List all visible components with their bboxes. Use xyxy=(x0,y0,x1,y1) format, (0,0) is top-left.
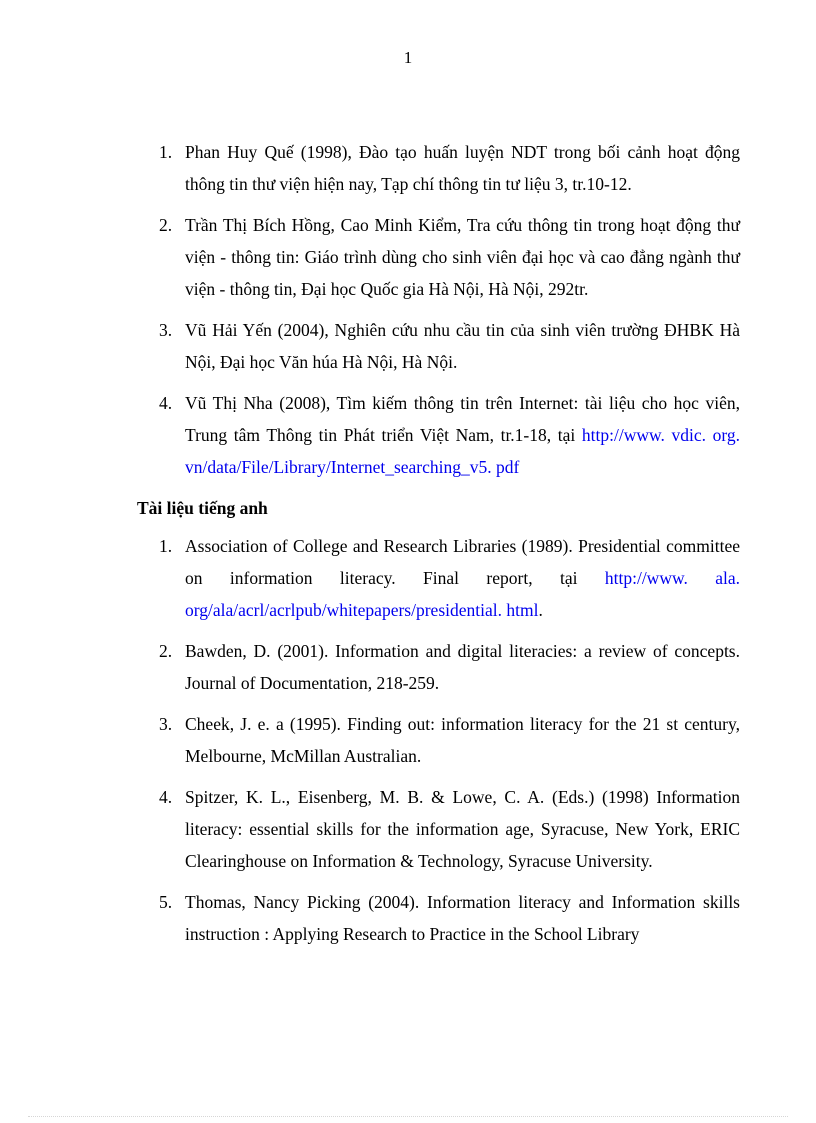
reference-link[interactable]: http://www. ala. org/ala/acrl/acrlpub/whitepapers/presidential. html xyxy=(185,568,741,620)
reference-number: 1. xyxy=(159,536,173,556)
reference-item xyxy=(137,635,740,699)
references-body xyxy=(137,136,740,959)
page-bottom-divider xyxy=(28,1116,788,1117)
reference-suffix: . xyxy=(538,600,543,620)
reference-text: Vũ Thị Nha (2008), Tìm kiếm thông tin trên Internet: tài liệu cho học viên, Trung tâm Thông tin Phát triển Việt Nam, tr.1-18, tại xyxy=(185,393,740,445)
reference-text: Trần Thị Bích Hồng, Cao Minh Kiểm, Tra cứu thông tin trong hoạt động thư viện - thông tin: Giáo trình dùng cho sinh viên đại học và cao đẳng ngành thư viện - thông tin, Đại học Quốc gia Hà Nội, Hà Nội, 292tr. xyxy=(185,215,740,299)
reference-item xyxy=(137,387,740,483)
reference-number: 1. xyxy=(159,142,173,162)
reference-number: 2. xyxy=(159,215,173,235)
reference-item xyxy=(137,886,740,950)
reference-number: 3. xyxy=(159,714,173,734)
reference-item xyxy=(137,530,740,626)
english-references-heading: Tài liệu tiếng anh xyxy=(137,498,268,518)
reference-text: Phan Huy Quế (1998), Đào tạo huấn luyện NDT trong bối cảnh hoạt động thông tin thư viện hiện nay, Tạp chí thông tin tư liệu 3, tr.10-12. xyxy=(185,142,740,194)
english-reference-list xyxy=(137,530,740,950)
reference-text: Vũ Hải Yến (2004), Nghiên cứu nhu cầu tin của sinh viên trường ĐHBK Hà Nội, Đại học Văn húa Hà Nội, Hà Nội. xyxy=(185,320,740,372)
reference-text: Thomas, Nancy Picking (2004). Information literacy and Information skills instruction : Applying Research to Practice in the School Library xyxy=(185,892,740,944)
reference-number: 4. xyxy=(159,393,173,413)
reference-number: 3. xyxy=(159,320,173,340)
reference-link[interactable]: http://www. vdic. org. vn/data/File/Library/Internet_searching_v5. pdf xyxy=(185,425,740,477)
reference-number: 5. xyxy=(159,892,173,912)
reference-item xyxy=(137,781,740,877)
reference-item xyxy=(137,314,740,378)
reference-text: Bawden, D. (2001). Information and digital literacies: a review of concepts. Journal of Documentation, 218-259. xyxy=(185,641,740,693)
reference-text: Cheek, J. e. a (1995). Finding out: information literacy for the 21 st century, Melbourne, McMillan Australian. xyxy=(185,714,740,766)
reference-number: 2. xyxy=(159,641,173,661)
page-number: 1 xyxy=(403,48,413,67)
reference-item xyxy=(137,708,740,772)
reference-text: Spitzer, K. L., Eisenberg, M. B. & Lowe, C. A. (Eds.) (1998) Information literacy: essential skills for the information age, Syracuse, New York, ERIC Clearinghouse on Information & Technology, Syracuse University. xyxy=(185,787,740,871)
vietnamese-reference-list xyxy=(137,136,740,483)
reference-text: Association of College and Research Libraries (1989). Presidential committee on information literacy. Final report, tại xyxy=(185,536,740,588)
reference-number: 4. xyxy=(159,787,173,807)
reference-item xyxy=(137,136,740,200)
reference-item xyxy=(137,209,740,305)
